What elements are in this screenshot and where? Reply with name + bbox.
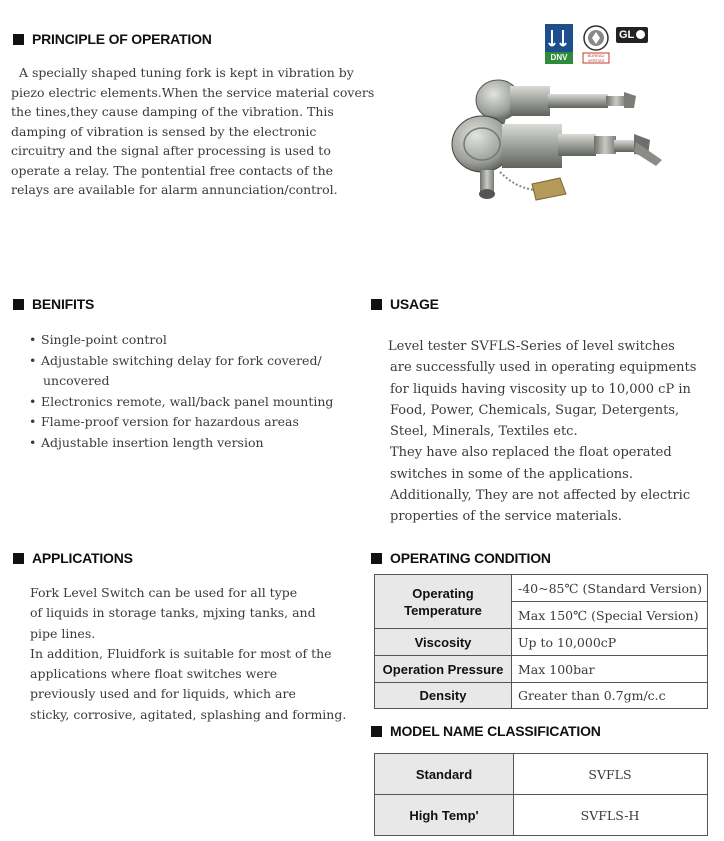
pressure-value: Max 100bar — [512, 656, 708, 683]
usage-line: properties of the service materials. — [390, 509, 622, 525]
usage-heading — [371, 296, 439, 312]
heading-square-icon — [13, 34, 24, 45]
benefit-text: Electronics remote, wall/back panel mounting — [41, 393, 334, 409]
benefit-text: Flame-proof version for hazardous areas — [41, 414, 299, 429]
pressure-label: Operation Pressure — [375, 656, 512, 683]
applications-line: In addition, Fluidfork is suitable for most of the — [30, 645, 332, 661]
applications-heading — [13, 550, 133, 566]
applications-line: sticky, corrosive, agitated, splashing and forming. — [30, 706, 347, 722]
benefits-list — [29, 330, 333, 453]
list-item — [29, 412, 333, 433]
principle-line: damping of vibration is sensed by the electronic — [11, 123, 317, 139]
applications-paragraph — [30, 583, 346, 725]
viscosity-value: Up to 10,000cP — [512, 629, 708, 656]
principle-paragraph — [11, 63, 374, 200]
standard-label: Standard — [375, 754, 514, 795]
principle-heading — [13, 31, 212, 47]
benefit-text: Single-point control — [41, 332, 167, 347]
dnv-logo-text: DNV — [550, 53, 568, 62]
applications-line: pipe lines. — [30, 625, 96, 641]
heading-square-icon — [371, 299, 382, 310]
usage-line: for liquids having viscosity up to 10,000 cP in — [390, 381, 691, 397]
model-heading-text: MODEL NAME CLASSIFICATION — [390, 723, 601, 739]
heading-square-icon — [371, 726, 382, 737]
list-item — [29, 330, 333, 351]
applications-line: previously used and for liquids, which are — [30, 686, 296, 702]
table-row — [375, 656, 708, 683]
principle-line: piezo electric elements.When the service material covers — [11, 84, 375, 100]
heading-square-icon — [13, 553, 24, 564]
standard-value: SVFLS — [514, 754, 708, 795]
benefits-heading — [13, 296, 94, 312]
benefit-text-continuation: uncovered — [43, 373, 110, 388]
table-row — [375, 683, 708, 709]
temperature-special-value: Max 150℃ (Special Version) — [512, 602, 708, 629]
bv-top-text: BUREAU — [587, 53, 605, 58]
bv-bottom-text: VERITAS — [587, 58, 605, 63]
applications-line: applications where float switches were — [30, 666, 278, 682]
principle-heading-text: PRINCIPLE OF OPERATION — [32, 31, 212, 47]
heading-square-icon — [13, 299, 24, 310]
usage-line: Additionally, They are not affected by electric — [390, 488, 691, 504]
list-item — [29, 392, 333, 413]
heading-square-icon — [371, 553, 382, 564]
principle-line: circuitry and the signal after processing is used to — [11, 143, 331, 158]
benefit-text: Adjustable insertion length version — [41, 434, 264, 450]
gl-logo-text: GL — [619, 29, 635, 41]
viscosity-label: Viscosity — [375, 629, 512, 656]
bureau-veritas-logo — [582, 24, 610, 64]
density-label: Density — [375, 683, 512, 709]
usage-line: Food, Power, Chemicals, Sugar, Detergents, — [390, 402, 680, 418]
principle-line: relays are available for alarm annunciation/control. — [11, 182, 338, 197]
list-item — [29, 351, 333, 392]
usage-line: They have also replaced the float operated — [390, 445, 672, 461]
principle-line: A specially shaped tuning fork is kept in vibration by — [11, 65, 354, 80]
applications-line: of liquids in storage tanks, mjxing tanks, and — [30, 605, 316, 621]
high-temp-label: High Temp' — [375, 795, 514, 836]
dnv-logo — [545, 24, 573, 64]
principle-line: operate a relay. The pontential free contacts of the — [11, 162, 334, 178]
table-row — [375, 754, 708, 795]
principle-line: the tines,they cause damping of the vibration. This — [11, 104, 334, 119]
applications-heading-text: APPLICATIONS — [32, 550, 133, 566]
product-photo — [440, 72, 665, 222]
operating-heading-text: OPERATING CONDITION — [390, 550, 551, 566]
temperature-standard-value: -40~85℃ (Standard Version) — [512, 575, 708, 602]
temperature-label-cell — [375, 575, 512, 629]
list-item — [29, 433, 333, 454]
temperature-label-line: Temperature — [404, 602, 482, 618]
gl-globe-icon — [636, 30, 645, 39]
table-row — [375, 575, 708, 602]
usage-heading-text: USAGE — [390, 296, 439, 312]
usage-line: Steel, Minerals, Textiles etc. — [390, 424, 578, 440]
applications-line: Fork Level Switch can be used for all type — [30, 585, 298, 600]
model-heading — [371, 723, 601, 739]
density-value: Greater than 0.7gm/c.c — [512, 683, 708, 709]
usage-line: are successfully used in operating equipments — [390, 360, 697, 376]
table-row — [375, 629, 708, 656]
benefits-heading-text: BENIFITS — [32, 296, 95, 312]
model-table — [374, 753, 708, 836]
operating-table — [374, 574, 708, 709]
operating-heading — [371, 550, 551, 566]
usage-line: switches in some of the applications. — [390, 466, 633, 482]
table-row — [375, 795, 708, 836]
high-temp-value: SVFLS-H — [514, 795, 708, 836]
usage-line: Level tester SVFLS-Series of level switches — [388, 339, 675, 354]
gl-logo — [616, 27, 648, 43]
temperature-label-line: Operating — [412, 585, 474, 601]
usage-paragraph — [388, 336, 696, 528]
benefit-text: Adjustable switching delay for fork covered/ — [41, 352, 322, 368]
